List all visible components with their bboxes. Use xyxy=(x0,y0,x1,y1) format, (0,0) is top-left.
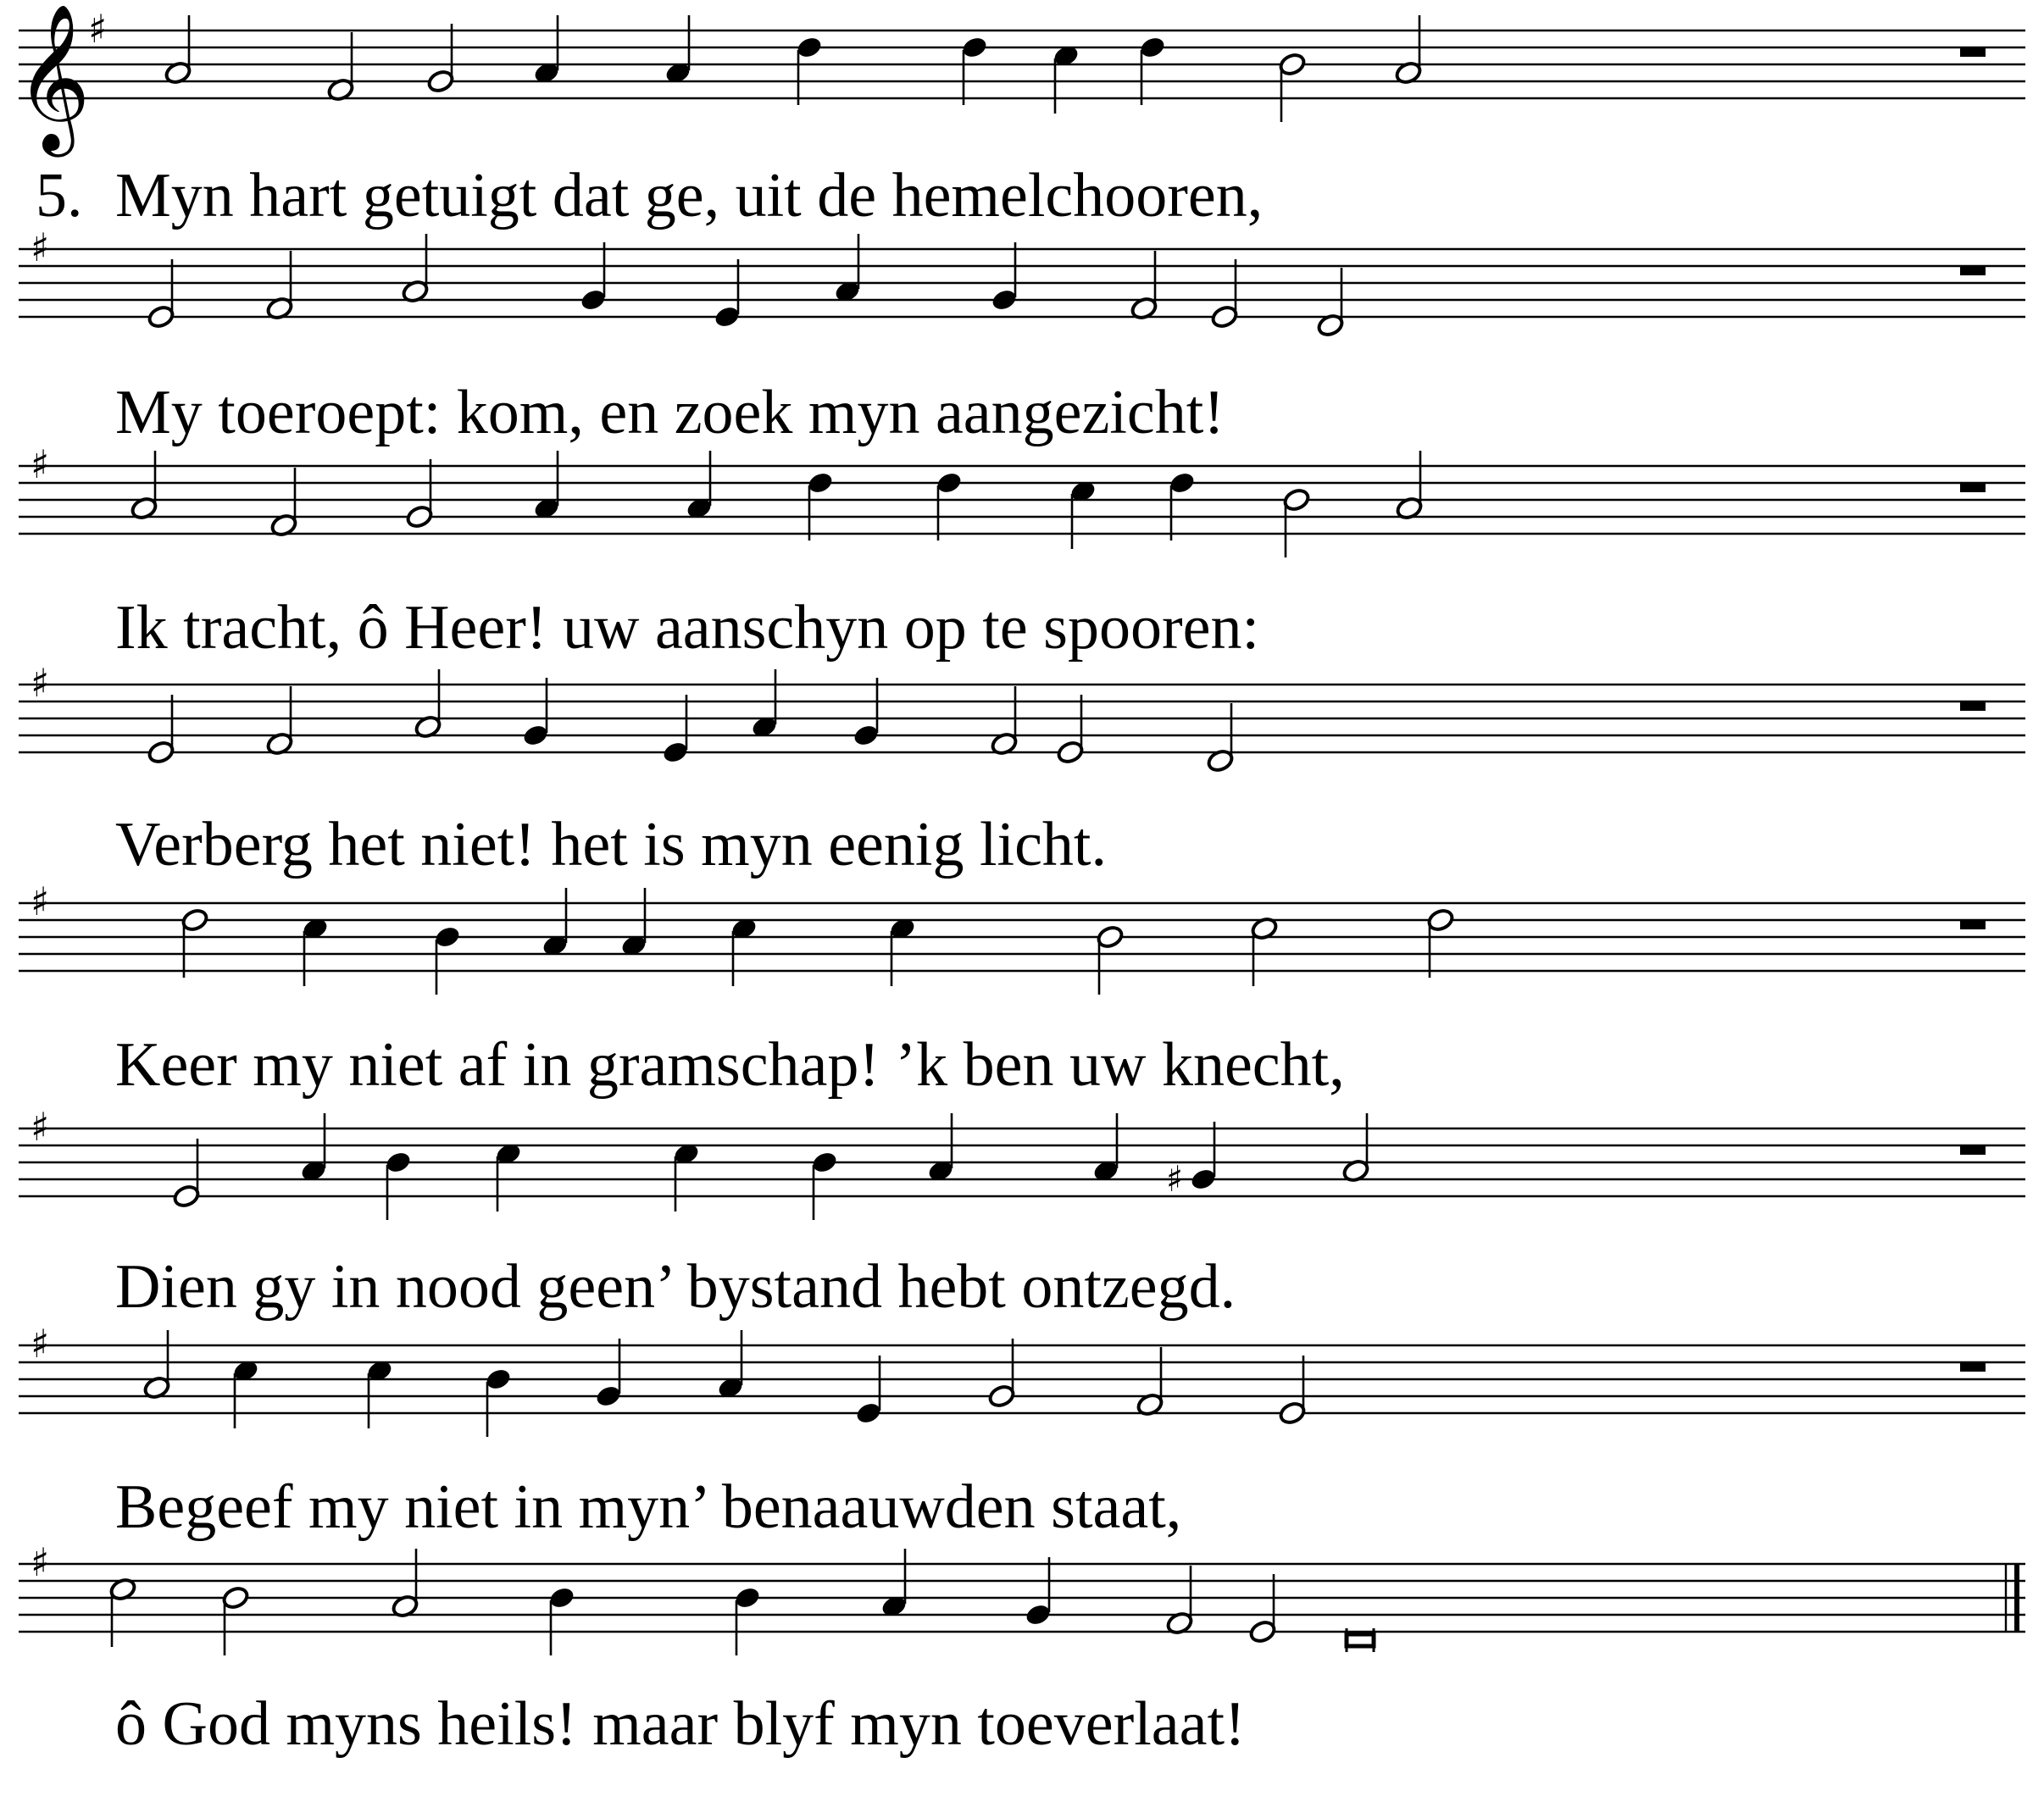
note xyxy=(1316,268,1345,338)
note xyxy=(1136,1347,1164,1417)
note xyxy=(1282,487,1311,557)
half-rest-icon xyxy=(1960,48,1986,57)
note xyxy=(405,459,434,530)
note xyxy=(1024,1557,1053,1627)
staff-system-2 xyxy=(19,225,2025,338)
sharp-icon: ♯ xyxy=(31,1539,50,1585)
note xyxy=(414,669,442,740)
sharp-icon: ♯ xyxy=(31,1321,50,1367)
note xyxy=(1394,15,1423,86)
note xyxy=(1206,703,1235,773)
note xyxy=(130,451,158,521)
note xyxy=(326,32,355,103)
staff-system-1 xyxy=(15,3,2025,158)
note xyxy=(1091,1113,1120,1184)
note xyxy=(181,907,209,978)
note xyxy=(1056,695,1085,765)
note xyxy=(888,916,917,986)
note xyxy=(990,242,1019,313)
note xyxy=(265,251,294,321)
note xyxy=(990,686,1019,757)
lyric-line-2: My toeroept: kom, en zoek myn aangezicht! xyxy=(115,378,1225,447)
note xyxy=(1278,52,1307,122)
note xyxy=(172,1139,201,1209)
note xyxy=(299,1113,328,1184)
sharp-icon: ♯ xyxy=(31,660,50,706)
note xyxy=(935,470,964,541)
staff-system-5 xyxy=(19,879,2025,995)
note xyxy=(547,1585,576,1655)
note xyxy=(1052,43,1080,114)
half-rest-icon xyxy=(1960,484,1986,492)
note xyxy=(1341,1113,1370,1184)
staff-system-3 xyxy=(19,441,2025,557)
note xyxy=(1250,916,1279,986)
lyric-line-5: Keer my niet af in gramschap! ’k ben uw knecht, xyxy=(115,1030,1345,1100)
note xyxy=(810,1150,839,1220)
note xyxy=(926,1113,955,1184)
half-rest-icon xyxy=(1960,702,1986,711)
note xyxy=(730,916,758,986)
note xyxy=(852,678,880,748)
note xyxy=(806,470,835,541)
note xyxy=(401,234,430,304)
note xyxy=(365,1358,394,1428)
note xyxy=(579,242,608,313)
note xyxy=(494,1141,523,1211)
sharp-icon: ♯ xyxy=(31,1104,50,1150)
note xyxy=(1278,1356,1307,1426)
note xyxy=(1210,259,1239,330)
note xyxy=(661,695,690,765)
sharp-icon: ♯ xyxy=(31,879,50,924)
note xyxy=(880,1549,908,1619)
lyric-line-6: Dien gy in nood geen’ bystand hebt ontzegd. xyxy=(115,1252,1236,1322)
note xyxy=(532,451,561,521)
note xyxy=(147,259,175,330)
note xyxy=(147,695,175,765)
note xyxy=(221,1585,250,1655)
lyric-line-3: Ik tracht, ô Heer! uw aanschyn op te spooren: xyxy=(115,593,1260,663)
half-rest-icon xyxy=(1960,1363,1986,1372)
note xyxy=(733,1585,762,1655)
note xyxy=(269,468,298,538)
note xyxy=(484,1367,513,1437)
note xyxy=(1165,1566,1194,1636)
note xyxy=(854,1356,883,1426)
verse-number: 5. xyxy=(36,161,83,230)
note xyxy=(1426,907,1455,978)
half-rest-icon xyxy=(1960,921,1986,929)
notehead xyxy=(1347,1634,1374,1646)
sharp-icon: ♯ xyxy=(31,225,50,270)
note xyxy=(426,24,455,94)
note xyxy=(833,234,862,304)
lyric-line-7: Begeef my niet in myn’ benaauwden staat, xyxy=(115,1472,1182,1542)
note xyxy=(265,686,294,757)
note xyxy=(1189,1122,1218,1192)
note xyxy=(521,678,550,748)
lyric-line-1: Myn hart getuigt dat ge, uit de hemelchooren, xyxy=(115,161,1264,230)
note xyxy=(108,1577,137,1647)
note xyxy=(391,1549,419,1619)
note xyxy=(795,35,824,105)
half-rest-icon xyxy=(1960,1146,1986,1155)
note xyxy=(685,451,714,521)
note xyxy=(960,35,989,105)
note xyxy=(716,1330,745,1400)
note xyxy=(987,1339,1016,1409)
note xyxy=(672,1141,701,1211)
note xyxy=(1130,251,1158,321)
note xyxy=(433,924,462,995)
note xyxy=(664,15,692,86)
half-rest-icon xyxy=(1960,267,1986,275)
staff-system-8 xyxy=(19,1539,2025,1655)
staff-system-4 xyxy=(19,660,2025,773)
note xyxy=(1395,451,1424,521)
note xyxy=(750,669,779,740)
staff-system-7 xyxy=(19,1321,2025,1437)
note xyxy=(1168,470,1197,541)
note xyxy=(164,15,192,86)
note xyxy=(713,259,742,330)
note xyxy=(301,916,330,986)
note xyxy=(594,1339,623,1409)
lyric-line-4: Verberg het niet! het is myn eenig licht. xyxy=(115,810,1107,879)
sharp-icon: ♯ xyxy=(88,6,108,52)
note xyxy=(541,888,569,958)
note xyxy=(1096,924,1125,995)
staff-system-6 xyxy=(19,1104,2025,1220)
sharp-icon: ♯ xyxy=(31,441,50,487)
note xyxy=(1069,479,1097,549)
sharp-accidental-icon: ♯ xyxy=(1166,1158,1184,1200)
note xyxy=(1138,35,1167,105)
note xyxy=(142,1330,171,1400)
note xyxy=(384,1150,413,1220)
note xyxy=(231,1358,260,1428)
note xyxy=(532,15,561,86)
note xyxy=(1248,1574,1277,1644)
lyric-line-8: ô God myns heils! maar blyf myn toeverlaat! xyxy=(115,1689,1246,1759)
treble-clef-icon: 𝄞 xyxy=(15,3,91,151)
note xyxy=(619,888,648,958)
